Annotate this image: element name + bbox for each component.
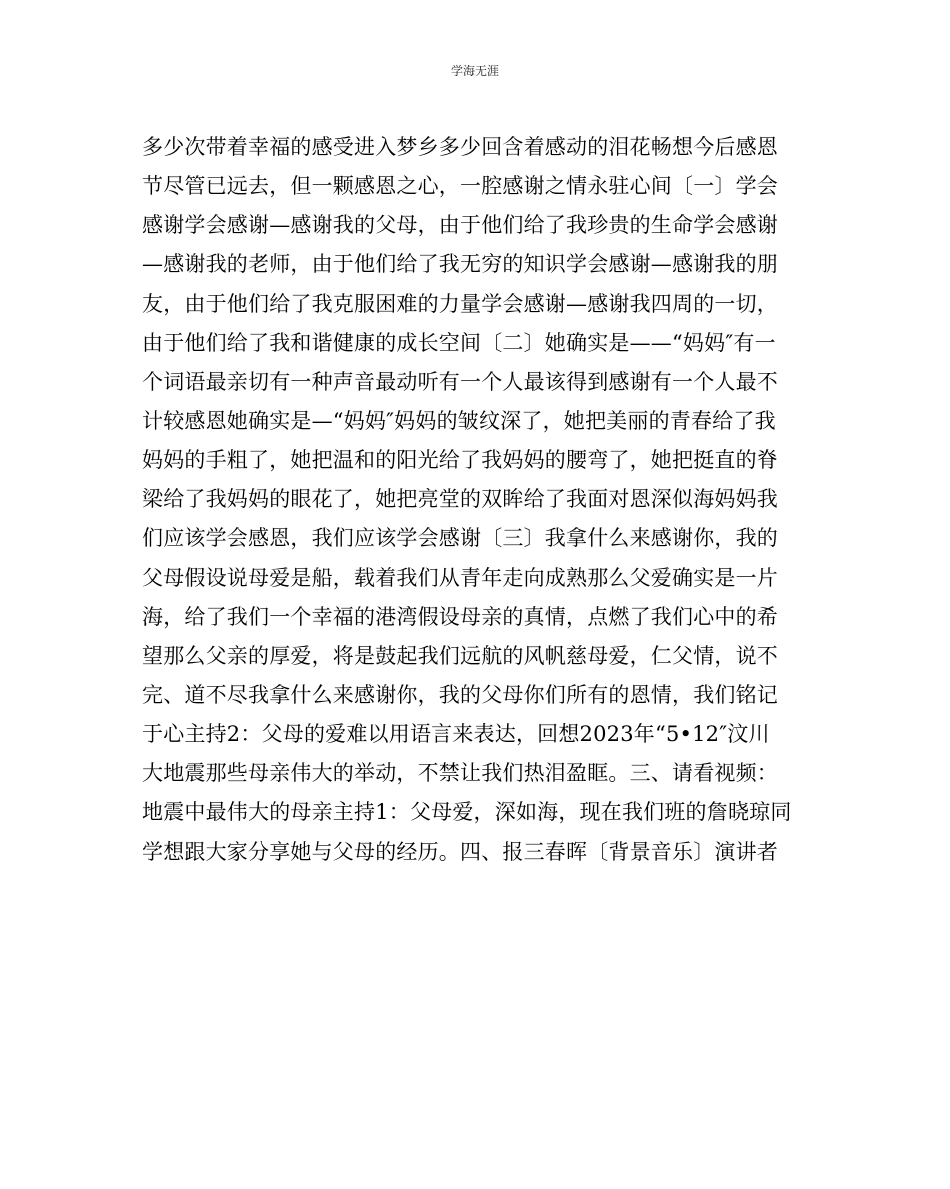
- text-line: 地震中最伟大的母亲主持1：父母爱，深如海，现在我们班的詹晓琼同: [142, 800, 792, 825]
- text-line: 大地震那些母亲伟大的举动，不禁让我们热泪盈眶。三、请看视频：: [142, 761, 778, 786]
- text-line: —感谢我的老师，由于他们给了我无穷的知识学会感谢—感谢我的朋: [142, 252, 778, 277]
- text-line: 计较感恩她确实是—“妈妈″妈妈的皱纹深了，她把美丽的青春给了我: [142, 408, 776, 433]
- body-text: [142, 128, 822, 872]
- text-line: 由于他们给了我和谐健康的成长空间〔二〕她确实是——“妈妈″有一: [142, 330, 776, 355]
- text-line: 多少次带着幸福的感受进入梦乡多少回含着感动的泪花畅想今后感恩: [142, 135, 778, 159]
- text-line: 友，由于他们给了我克服困难的力量学会感谢—感谢我四周的一切，: [142, 291, 778, 316]
- text-line: 们应该学会感恩，我们应该学会感谢〔三〕我拿什么来感谢你，我的: [142, 526, 778, 551]
- text-line: 望那么父亲的厚爱，将是鼓起我们远航的风帆慈母爱，仁父情，说不: [142, 643, 778, 668]
- text-line: 节尽管已远去，但一颗感恩之心，一腔感谢之情永驻心间〔一〕学会: [142, 174, 778, 199]
- page-header: 学海无涯: [450, 64, 499, 78]
- text-line: 个词语最亲切有一种声音最动听有一个人最该得到感谢有一个人最不: [142, 369, 778, 394]
- text-line: 海，给了我们一个幸福的港湾假设母亲的真情，点燃了我们心中的希: [142, 604, 778, 629]
- text-line: 学想跟大家分享她与父母的经历。四、报三春晖〔背景音乐〕演讲者: [142, 839, 778, 864]
- text-line: 完、道不尽我拿什么来感谢你，我的父母你们所有的恩情，我们铭记: [142, 682, 778, 707]
- text-line: 妈妈的手粗了，她把温和的阳光给了我妈妈的腰弯了，她把挺直的脊: [142, 448, 778, 473]
- text-line: 于心主持2：父母的爱难以用语言来表达，回想2023年“5•12″汶川: [142, 722, 770, 747]
- text-line: 父母假设说母爱是船，载着我们从青年走向成熟那么父爱确实是一片: [142, 565, 778, 590]
- text-line: 感谢学会感谢—感谢我的父母，由于他们给了我珍贵的生命学会感谢: [142, 213, 778, 238]
- text-line: 梁给了我妈妈的眼花了，她把亮堂的双眸给了我面对恩深似海妈妈我: [142, 487, 778, 512]
